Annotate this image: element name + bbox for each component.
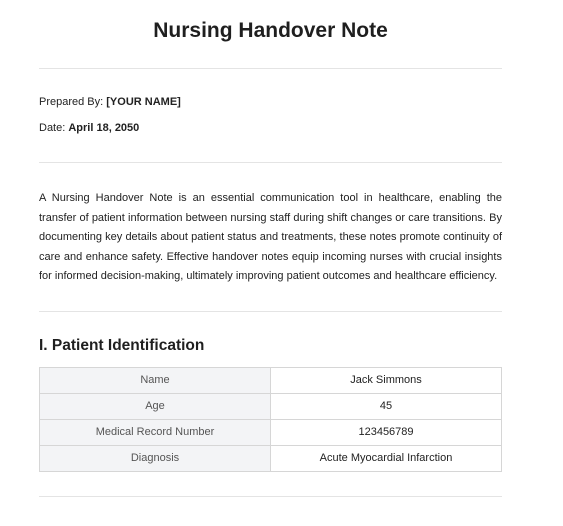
prepared-by-label: Prepared By: xyxy=(39,96,104,108)
row-label: Name xyxy=(40,367,271,393)
date-label: Date: xyxy=(39,122,66,134)
date-row xyxy=(39,121,502,135)
divider xyxy=(39,162,502,163)
table-row xyxy=(40,419,502,445)
row-label: Diagnosis xyxy=(40,445,271,471)
document-meta xyxy=(39,95,502,135)
row-value: 123456789 xyxy=(271,419,502,445)
divider xyxy=(39,311,502,312)
date-value: April 18, 2050 xyxy=(68,122,140,134)
patient-identification-table xyxy=(39,367,502,472)
divider xyxy=(39,496,502,497)
prepared-by-value: [YOUR NAME] xyxy=(106,96,181,108)
document-page xyxy=(39,0,502,497)
document-title: Nursing Handover Note xyxy=(153,19,388,42)
divider xyxy=(39,68,502,69)
row-label: Age xyxy=(40,393,271,419)
row-label: Medical Record Number xyxy=(40,419,271,445)
intro-paragraph: A Nursing Handover Note is an essential communication tool in healthcare, enabling the transfer of patient information between nursing staff during shift changes or care transitions. By documenting key details about patient status and treatments, these notes promote continuity of care and enhance safety. Effective handover notes equip incoming nurses with crucial insights for informed decision-making, ultimately improving patient outcomes and healthcare efficiency. xyxy=(39,192,502,282)
row-value: 45 xyxy=(271,393,502,419)
row-value: Acute Myocardial Infarction xyxy=(271,445,502,471)
table-row xyxy=(40,445,502,471)
prepared-by-row xyxy=(39,95,502,109)
table-row xyxy=(40,367,502,393)
section-heading-patient-identification: I. Patient Identification xyxy=(39,336,205,354)
table-row xyxy=(40,393,502,419)
row-value: Jack Simmons xyxy=(271,367,502,393)
